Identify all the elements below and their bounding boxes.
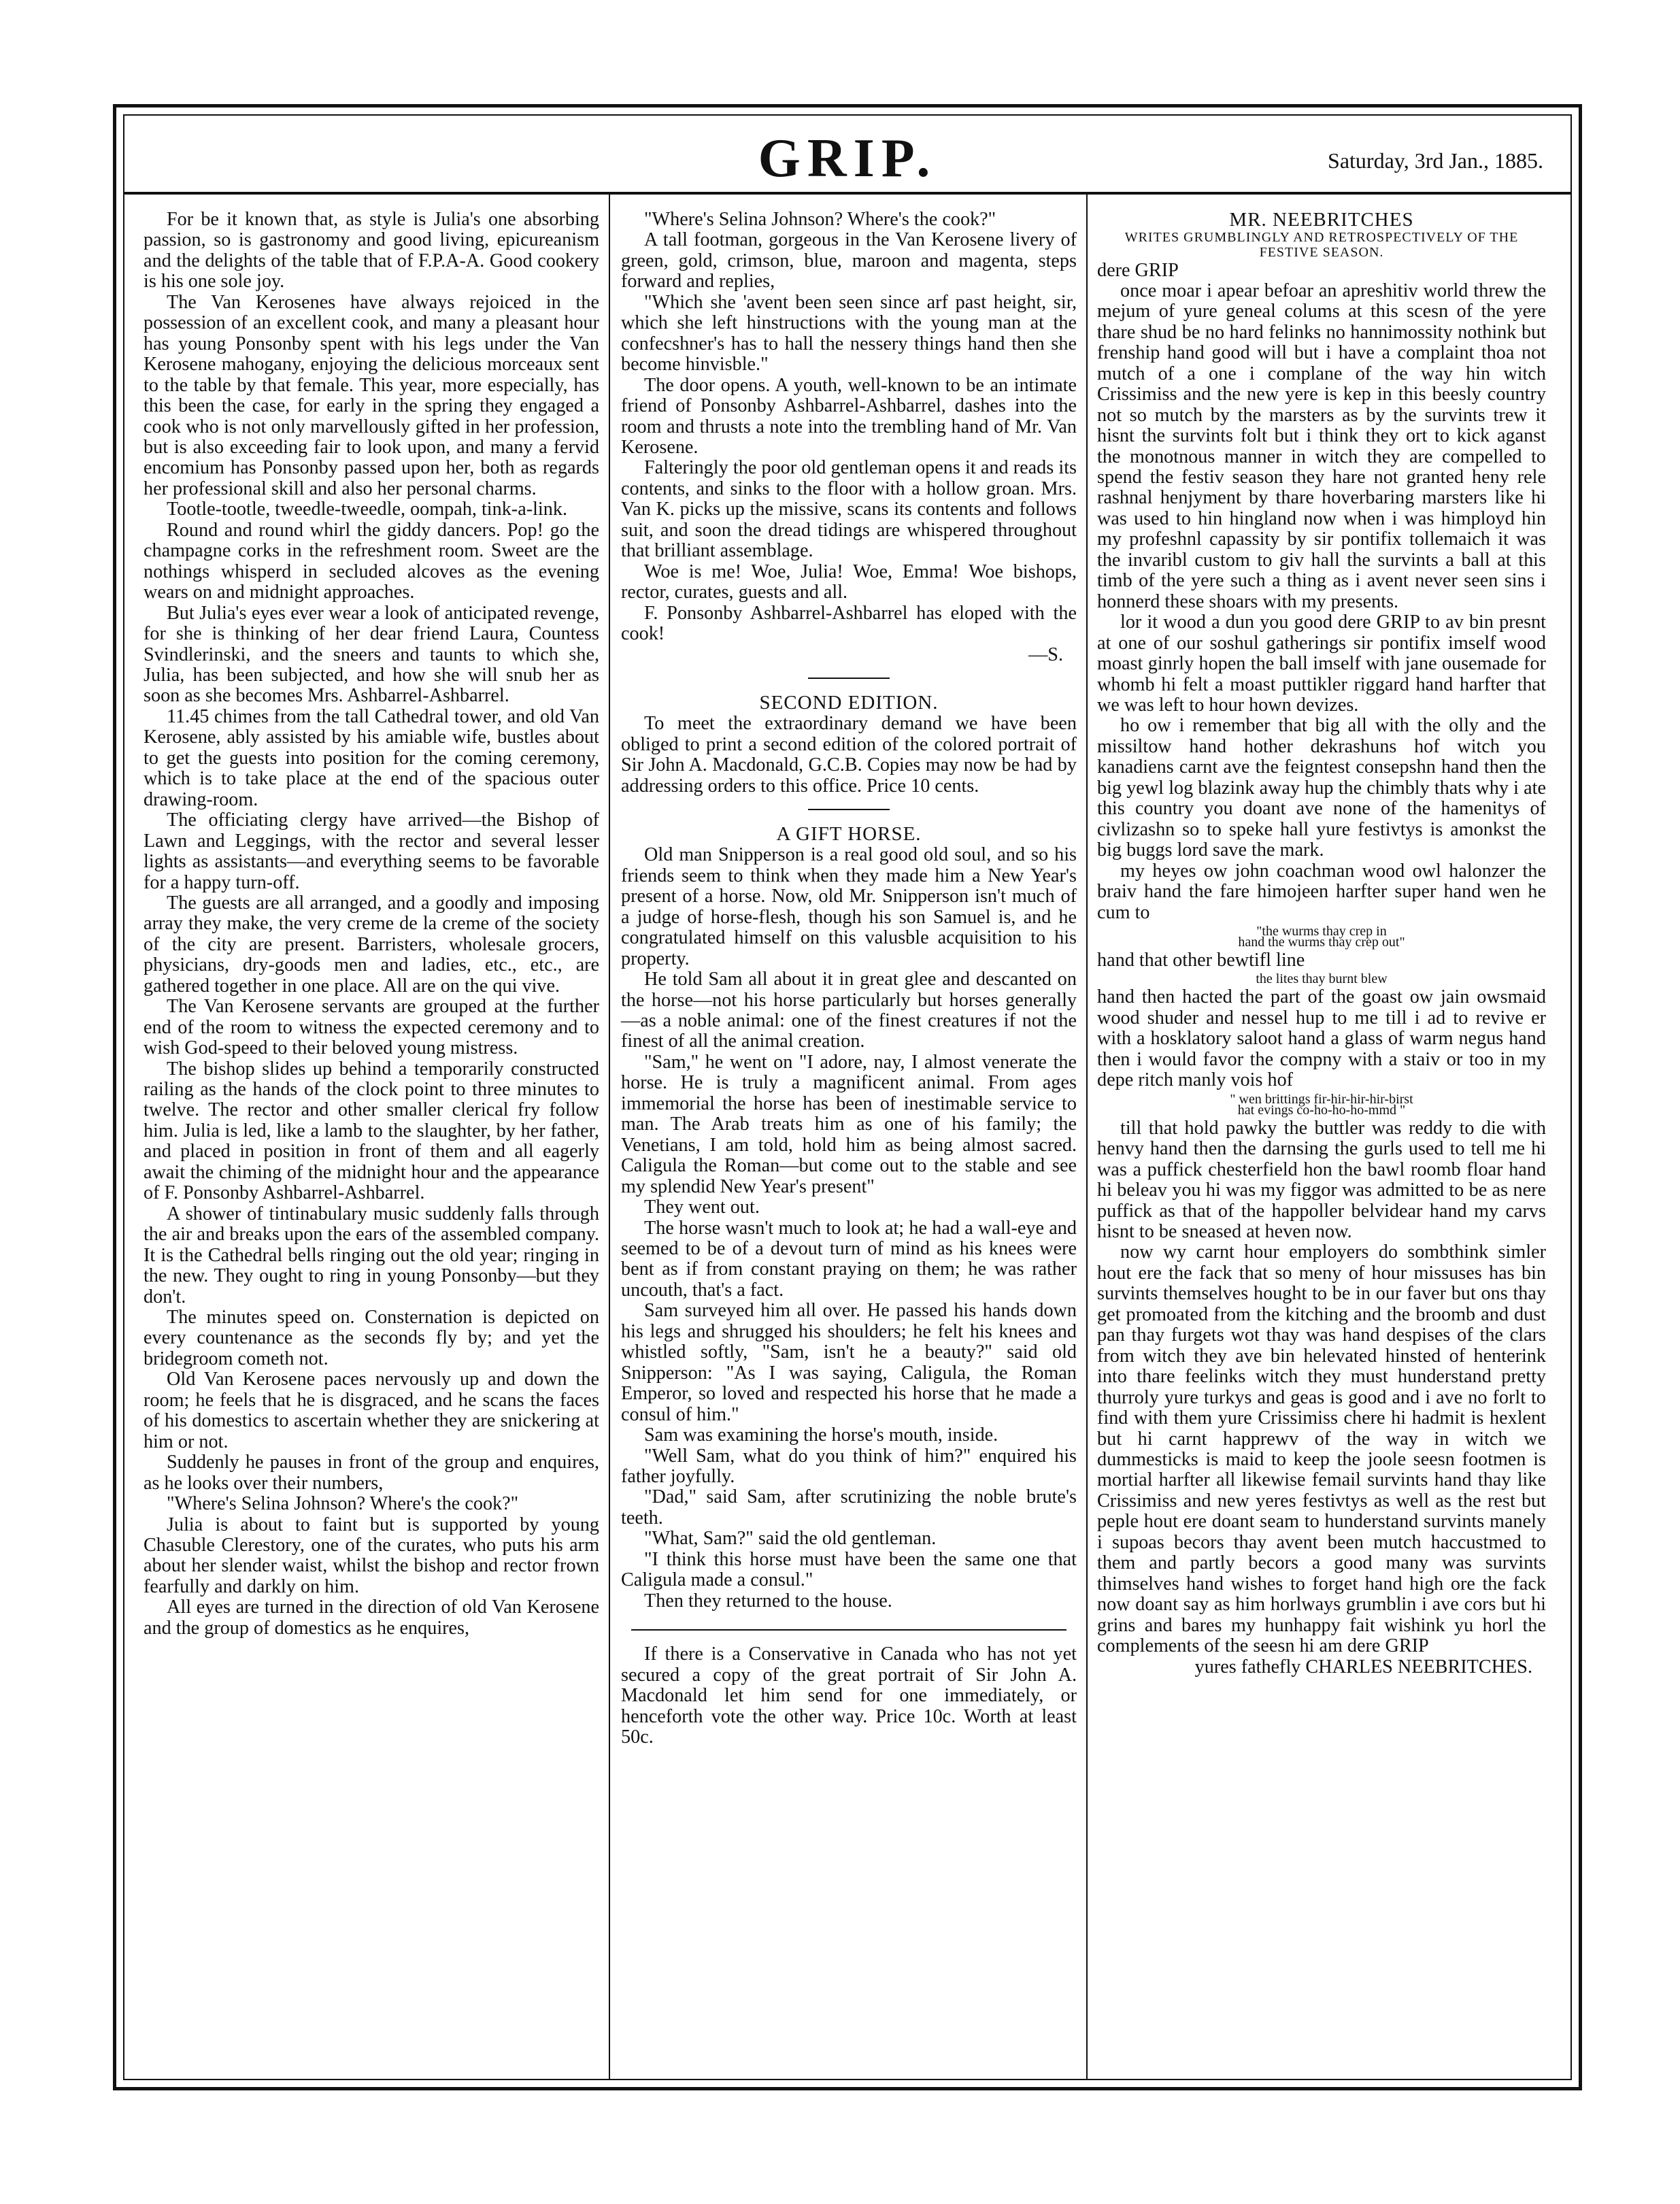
- story-conclusion: [621, 210, 1077, 645]
- paragraph: Old Van Kerosene paces nervously up and down the room; he feels that he is disgraced, and he scans the faces of his domestics to ascertain whether they are snickering at him or not.: [144, 1369, 599, 1452]
- paragraph: The Van Kerosenes have always rejoiced in the possession of an excellent cook, and many a pleasant hour has young Ponsonby spent with his legs under the Van Kerosene mahogany, enjoying the delicious morceaux sent to the table by that female. This year, more especially, has this been the case, for early in the spring they engaged a cook who is not only marvellously gifted in her profession, but is also exceeding fair to look upon, and many a fervid encomium has Ponsonby passed upon her, both as regards her professional skill and also her personal charms.: [144, 291, 599, 499]
- verse-line: the lites thay burnt blew: [1256, 971, 1388, 987]
- masthead-date: Saturday, 3rd Jan., 1885.: [1328, 148, 1543, 173]
- column-3: [1097, 210, 1546, 1677]
- story-signature: —S.: [1028, 644, 1063, 665]
- paragraph: now wy carnt hour employers do sombthink simler hout ere the fack that so meny of hour missuses has bin survints themselves hought to be in our faver but ons thay get promoated from the kitching and the broomb and dust pan thay furgets wot thay was hand despises of the clars from witch they ave bin helevated hinsted of henterink into thare feelinks witch they must hunderstand pretty thurroly yure turkys and geas is good and i ave no forlt to find with them yure Crissimiss chere hi hadmit is hexlent but hi carnt happrewv of the way in witch we dummesticks is maid to keep the joole seesn footmen is mortial harfter all likewise femail survints hand thay like Crissimiss and new yeres festivtys as well as the rest but peple hout ere doant seam to hunderstand survints manely i supoas becors thay avent been mutch haccustmed to them and partly becors a good many was survints thimselves hand wishes to forget hand high ore the fack now doant say as him horlways grumblin i ave cors but hi grins and bares my hunhappy fait wishink yu horl the complements of the seesn hi am dere GRIP: [1097, 1241, 1546, 1657]
- divider: [808, 809, 890, 810]
- paragraph: "Where's Selina Johnson? Where's the cook?": [167, 1493, 519, 1515]
- letter-subheading: WRITES GRUMBLINGLY AND RETROSPECTIVELY OF THE FESTIVE SEASON.: [1124, 230, 1519, 260]
- gift-horse-article: [621, 845, 1077, 1612]
- column-2: [621, 210, 1077, 1748]
- paragraph: lor it wood a dun you good dere GRIP to av bin presnt at one of our soshul gatherings sir pontifix imself wood moast ginrly hopen the ball imself with jane ousemade for whomb hi felt a moast puttikler riggard hand harfter that we was left to hour hown devizes.: [1097, 612, 1546, 716]
- paragraph: The minutes speed on. Consternation is depicted on every countenance as the seconds fly by; and yet the bridegroom cometh not.: [144, 1307, 599, 1369]
- paragraph: The guests are all arranged, and a goodly and imposing array they make, the very creme de la creme of the society of the city are present. Barristers, wholesale grocers, physicians, dry-goods men and ladies, etc., etc., are gathered together in one place. All are on the qui vive.: [144, 892, 599, 997]
- paragraph: 11.45 chimes from the tall Cathedral tower, and old Van Kerosene, ably assisted by his amiable wife, bustles about to get the guests into position for the coming ceremony, which is to take place at the end of the spacious outer drawing-room.: [144, 705, 599, 810]
- verse-line: " wen brittings fir-hir-hir-hir-birst: [1230, 1091, 1413, 1107]
- letter-line: hand that other bewtifl line: [1097, 950, 1305, 971]
- divider: [631, 1629, 1066, 1631]
- paragraph: For be it known that, as style is Julia's one absorbing passion, so is gastronomy and good living, epicureanism and the delights of the table that of F.P.A-A. Good cookery is his one sole joy.: [144, 209, 599, 293]
- paragraph: Then they returned to the house.: [644, 1590, 892, 1612]
- paragraph: "What, Sam?" said the old gentleman.: [644, 1528, 937, 1550]
- paragraph: All eyes are turned in the direction of old Van Kerosene and the group of domestics as he enquires,: [144, 1597, 599, 1639]
- paragraph: "Dad," said Sam, after scrutinizing the noble brute's teeth.: [621, 1486, 1077, 1529]
- paragraph: F. Ponsonby Ashbarrel-Ashbarrel has eloped with the cook!: [621, 602, 1077, 645]
- paragraph: A tall footman, gorgeous in the Van Kerosene livery of green, gold, crimson, blue, maroon and magenta, steps forward and replies,: [621, 229, 1077, 293]
- page-border: [123, 114, 1572, 2080]
- paragraph: Falteringly the poor old gentleman opens it and reads its contents, and sinks to the floor with a hollow groan. Mrs. Van K. picks up the missive, scans its contents and follows suit, and soon the dread tidings are whispered throughout that brilliant assemblage.: [621, 457, 1077, 562]
- verse-line: hat evings co-ho-ho-ho-mmd ": [1237, 1102, 1406, 1118]
- paragraph: Round and round whirl the giddy dancers. Pop! go the champagne corks in the refreshment room. Sweet are the nothings whisperd in secluded alcoves as the evening wears on and midnight approaches.: [144, 519, 599, 603]
- letter-heading: MR. NEEBRITCHES: [1229, 209, 1414, 231]
- letter-salutation: dere GRIP: [1097, 259, 1179, 281]
- paragraph: my heyes ow john coachman wood owl halonzer the braiv hand the fare himojeen harfter super hand wen he cum to: [1097, 860, 1546, 923]
- column-1: [144, 210, 599, 1639]
- second-edition-text: To meet the extraordinary demand we have been obliged to print a second edition of the colored portrait of Sir John A. Macdonald, G.C.B. Copies may now be had by addressing orders to this office. Price 10 cents.: [621, 713, 1077, 797]
- paragraph: till that hold pawky the buttler was reddy to die with henvy hand then the darnsing the gurls used to tell me hi was a puffick chesterfield hon the bawl roomb floar hand hi beleav you hi was my figgor was admitted to be as nere puffick as that of the happoller belvidear hand my carvs hisnt to be sneased at heven now.: [1097, 1117, 1546, 1242]
- column-rule: [609, 192, 610, 2079]
- paragraph: "Sam," he went on "I adore, nay, I almost venerate the horse. He is truly a magnificent animal. From ages immemorial the horse has been of inestimable service to man. The Arab treats him as one of his family; the Venetians, I am told, hold him as being almost sacred. Caligula the Roman—but come out to the stable and see my splendid New Year's present": [621, 1051, 1077, 1197]
- paragraph: A shower of tintinabulary music suddenly falls through the air and breaks upon the ears of the assembled company. It is the Cathedral bells ringing out the old year; ringing in the new. They ought to ring in young Ponsonby—but they don't.: [144, 1203, 599, 1307]
- paragraph: But Julia's eyes ever wear a look of anticipated revenge, for she is thinking of her dear friend Laura, Countess Svindlerinski, and the sneers and taunts to which she, Julia, has been subjected, and how she will snub her as soon as she becomes Mrs. Ashbarrel-Ashbarrel.: [144, 602, 599, 707]
- paragraph: "I think this horse must have been the same one that Caligula made a consul.": [621, 1548, 1077, 1591]
- paragraph: Suddenly he pauses in front of the group and enquires, as he looks over their numbers,: [144, 1452, 599, 1494]
- paragraph: ho ow i remember that big all with the olly and the missiltow hand hother dekrashuns hof witch you kanadiens carnt ave the feigntest consepshn hand then the big yewl log blazink away hup the chimbly thats why i ate this country you doant ave none of the hamenitys of civlizashn so to speke hall yure festivtys is amonkst the big buggs lord save the mark.: [1097, 715, 1546, 861]
- letter-body-continued: [1097, 1118, 1546, 1657]
- paragraph: Tootle-tootle, tweedle-tweedle, oompah, tink-a-link.: [167, 499, 567, 520]
- gift-horse-heading: A GIFT HORSE.: [776, 823, 922, 846]
- letter-paragraph: hand then hacted the part of the goast ow jain owsmaid wood shuder and nessel hup to me till i ad to revive er with a hosklatory saloot hand a glass of warm negus hand then i would favor the compny with a staiv or too in my depe ritch manly vois hof: [1097, 986, 1546, 1091]
- paragraph: The horse wasn't much to look at; he had a wall-eye and seemed to be of a devout turn of mind as his knees were bent as if from constant praying on them; he was rather uncouth, that's a fact.: [621, 1217, 1077, 1301]
- page-frame: [113, 104, 1582, 2090]
- verse-line: hand the wurms thay crep out": [1238, 935, 1405, 950]
- paragraph: Sam was examining the horse's mouth, inside.: [644, 1424, 998, 1446]
- paragraph: Julia is about to faint but is supported by young Chasuble Clerestory, one of the curates, who puts his arm about her slender waist, whilst the bishop and rector frown fearfully and darkly on him.: [144, 1514, 599, 1597]
- paragraph: once moar i apear befoar an apreshitiv world threw the mejum of yure geneal colums at this scesn of the yere thare shud be no hard felinks no hannimossity nothink but frenship hand good will but i have a complaint thoa not mutch of a one i complane of the way hin witch Crissimiss and the new yere is kep in this beesly country not so mutch by the marsters as by the survints trew it hisnt the survints folt but i think they ort to kick aganst the monotnous manner in witch they are compelled to spend the festiv season they hare not granted heny rele rashnal henjyment by thare hoverbaring marsters like hi was used to hin hingland now when i was himployd hin my profeshnl capassity by sir pontifix tollemaich it was the invaribl custom to giv hall the survints a ball at this timb of the yere such a thing as i avent never seen sins i honnerd these shoars with my presents.: [1097, 280, 1546, 612]
- paragraph: The officiating clergy have arrived—the Bishop of Lawn and Leggings, with the rector and several lesser lights as assistants—and everything seems to be favorable for a happy turn-off.: [144, 809, 599, 893]
- masthead: [124, 116, 1570, 195]
- paragraph: The Van Kerosene servants are grouped at the further end of the room to witness the expected ceremony and to wish God-speed to their beloved young mistress.: [144, 996, 599, 1059]
- letter-body: [1097, 281, 1546, 923]
- paragraph: He told Sam all about it in great glee and descanted on the horse—not his horse particularly but horses generally—as a noble animal: one of the finest creatures if not the finest of all the animal creation.: [621, 969, 1077, 1052]
- letter-signoff: yures fathefly CHARLES NEEBRITCHES.: [1194, 1656, 1532, 1677]
- conservative-notice: If there is a Conservative in Canada who has not yet secured a copy of the great portrait of Sir John A. Macdonald let him send for one immediately, or henceforth vote the other way. Price 10c. Worth at least 50c.: [621, 1643, 1077, 1748]
- paragraph: Old man Snipperson is a real good old soul, and so his friends seem to think when they made him a New Year's present of a horse. Now, old Mr. Snipperson isn't much of a judge of horse-flesh, though his son Samuel is, and he congratulated himself on this valusble acquisition to his property.: [621, 844, 1077, 969]
- paragraph: "Where's Selina Johnson? Where's the cook?": [644, 209, 996, 230]
- paragraph: Woe is me! Woe, Julia! Woe, Emma! Woe bishops, rector, curates, guests and all.: [621, 561, 1077, 603]
- verse-line: "the wurms thay crep in: [1256, 924, 1387, 939]
- paragraph: The door opens. A youth, well-known to be an intimate friend of Ponsonby Ashbarrel-Ashbarrel, dashes into the room and thrusts a note into the trembling hand of Mr. Van Kerosene.: [621, 374, 1077, 458]
- divider: [808, 678, 890, 679]
- paragraph: They went out.: [644, 1197, 760, 1218]
- masthead-title: GRIP.: [758, 129, 937, 188]
- second-edition-heading: SECOND EDITION.: [759, 691, 939, 714]
- paragraph: "Well Sam, what do you think of him?" enquired his father joyfully.: [621, 1445, 1077, 1487]
- paragraph: The bishop slides up behind a temporarily constructed railing as the hands of the clock point to three minutes to twelve. The rector and other smaller clerical fry follow him. Julia is led, like a lamb to the slaughter, by her father, and placed in position in front of them and all eagerly await the chiming of the midnight hour and the appearance of F. Ponsonby Ashbarrel-Ashbarrel.: [144, 1058, 599, 1204]
- paragraph: Sam surveyed him all over. He passed his hands down his legs and shrugged his shoulders; he felt his knees and whistled softly, "Sam, isn't he a beauty?" said old Snipperson: "As I was saying, Caligula, the Roman Emperor, so loved and respected his horse that he made a consul of him.": [621, 1300, 1077, 1425]
- paragraph: "Which she 'avent been seen since arf past height, sir, which she left hinstructions with the young man at the confecshner's has to hall the nessery things hand then she become hinvisble.": [621, 291, 1077, 375]
- column-rule: [1086, 192, 1088, 2079]
